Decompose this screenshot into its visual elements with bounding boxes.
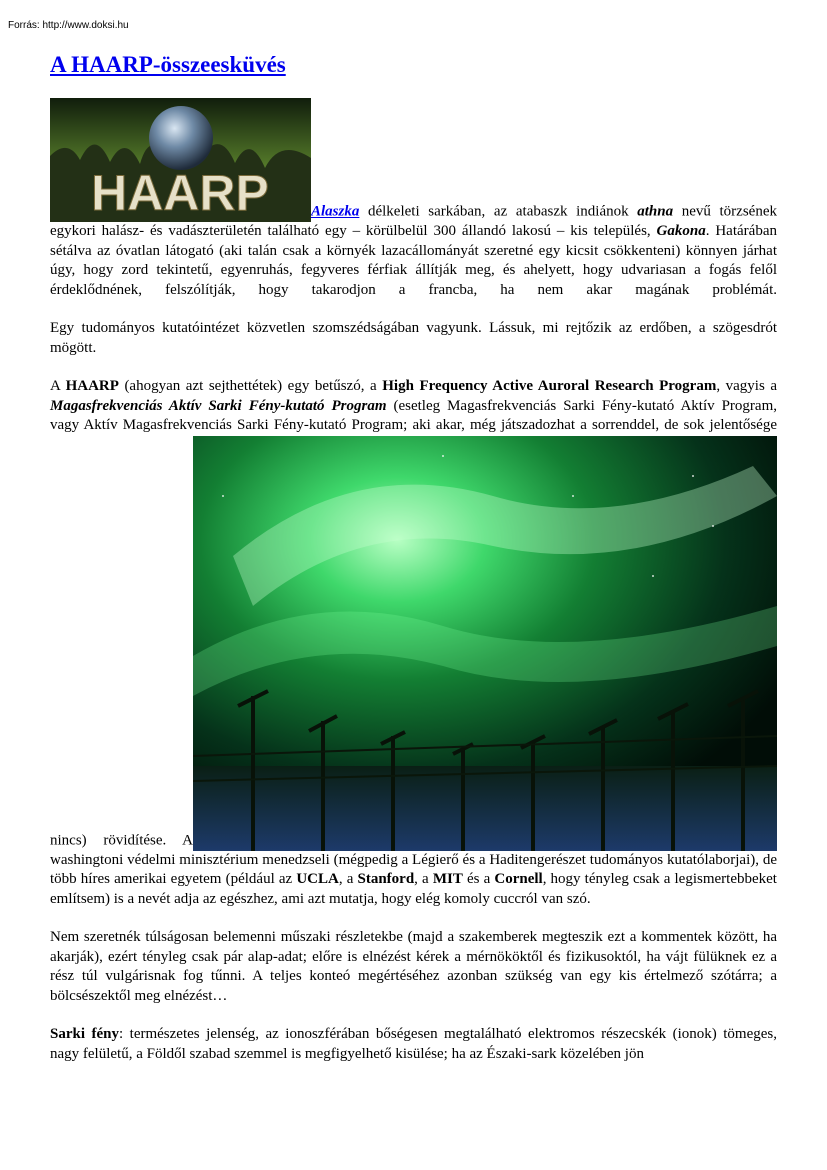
paragraph-5: Sarki fény: természetes jelenség, az ionoszférában bőségesen megtalálható elektromos részecskék (ionok) tömeges, nagy felületű, a Földől szabad szemmel is megfigyelhető kisülése; ha az Északi-sark közelében jön bbox=[50, 1026, 777, 1062]
paragraph-3: A HAARP (ahogyan azt sejthettétek) egy betűszó, a High Frequency Active Auroral Research Program, vagyis a Magasfrekvenciás Aktív Sarki Fény-kutató Program (esetleg Magasfrekvenciás Sarki Fény-kutató Aktív Program, vagy Aktív Magasfrekvenciás Sarki Fény-kutató Program; aki akar, még játszadozhat a sorrenddel, de sok jelentősége nincs) rövidítése. Awashingtoni védelmi minisztérium menedzseli (mégpedig a Légierő és a Haditengerészet tudományos kutatólaborjai), de több híres amerikai egyetem (például az UCLA, a Stanford, a MIT és a Cornell, hogy tényleg csak a legismertebbeket említsem) is a nevét adja az egészhez, ami azt mutatja, hogy elég komoly cuccról van szó. bbox=[50, 378, 778, 907]
article-body bbox=[50, 98, 777, 1083]
aurora-photo bbox=[193, 436, 777, 851]
haarp-logo-text: HAARP bbox=[91, 165, 269, 221]
page-title[interactable]: A HAARP-összeesküvés bbox=[50, 52, 286, 77]
haarp-logo-graphic bbox=[50, 98, 311, 222]
paragraph-4: Nem szeretnék túlságosan belemenni műszaki részletekbe (majd a szakemberek megteszik ezt a kommentek között, ha akarják), ezért tényleg csak pár alap-adat; előre is elnézést kérek a mérnököktől és fizikusoktól, ha vájt fülüknek ez a rész túl vulgárisnak fog tűnni. A teljes konteó megértéséhez azonban szükség van egy kis értelmező szótárra; a bölcsészektől meg elnézést… bbox=[50, 929, 777, 1004]
alaszka-link[interactable]: Alaszka bbox=[311, 203, 360, 220]
paragraph-1: HAARP Alaszka délkeleti sarkában, az atabaszk indiánok athna nevű törzsének egykori halász- és vadászterületén található egy – körülbelül 300 állandó lakosú – kis település, Gakona. Határában sétálva az óvatlan látogató (aki talán csak a környék lazacállományát szeretné egy kicsit csökkenteni) könnyen járhat úgy, hogy zord tekintetű, egyenruhás, fegyveres férfiak állítják meg, és ahelyett, hogy udvariasan a fogás felől érdeklődnének, felszólítják, hogy takarodjon a francba, ha nem akar magának problémát. bbox=[50, 98, 777, 300]
aurora-antenna-graphic bbox=[193, 436, 777, 851]
haarp-logo-image bbox=[50, 98, 311, 222]
paragraph-2: Egy tudományos kutatóintézet közvetlen szomszédságában vagyunk. Lássuk, mi rejtőzik az erdőben, a szögesdrót mögött. bbox=[50, 320, 777, 356]
source-line: Forrás: http://www.doksi.hu bbox=[8, 20, 129, 31]
